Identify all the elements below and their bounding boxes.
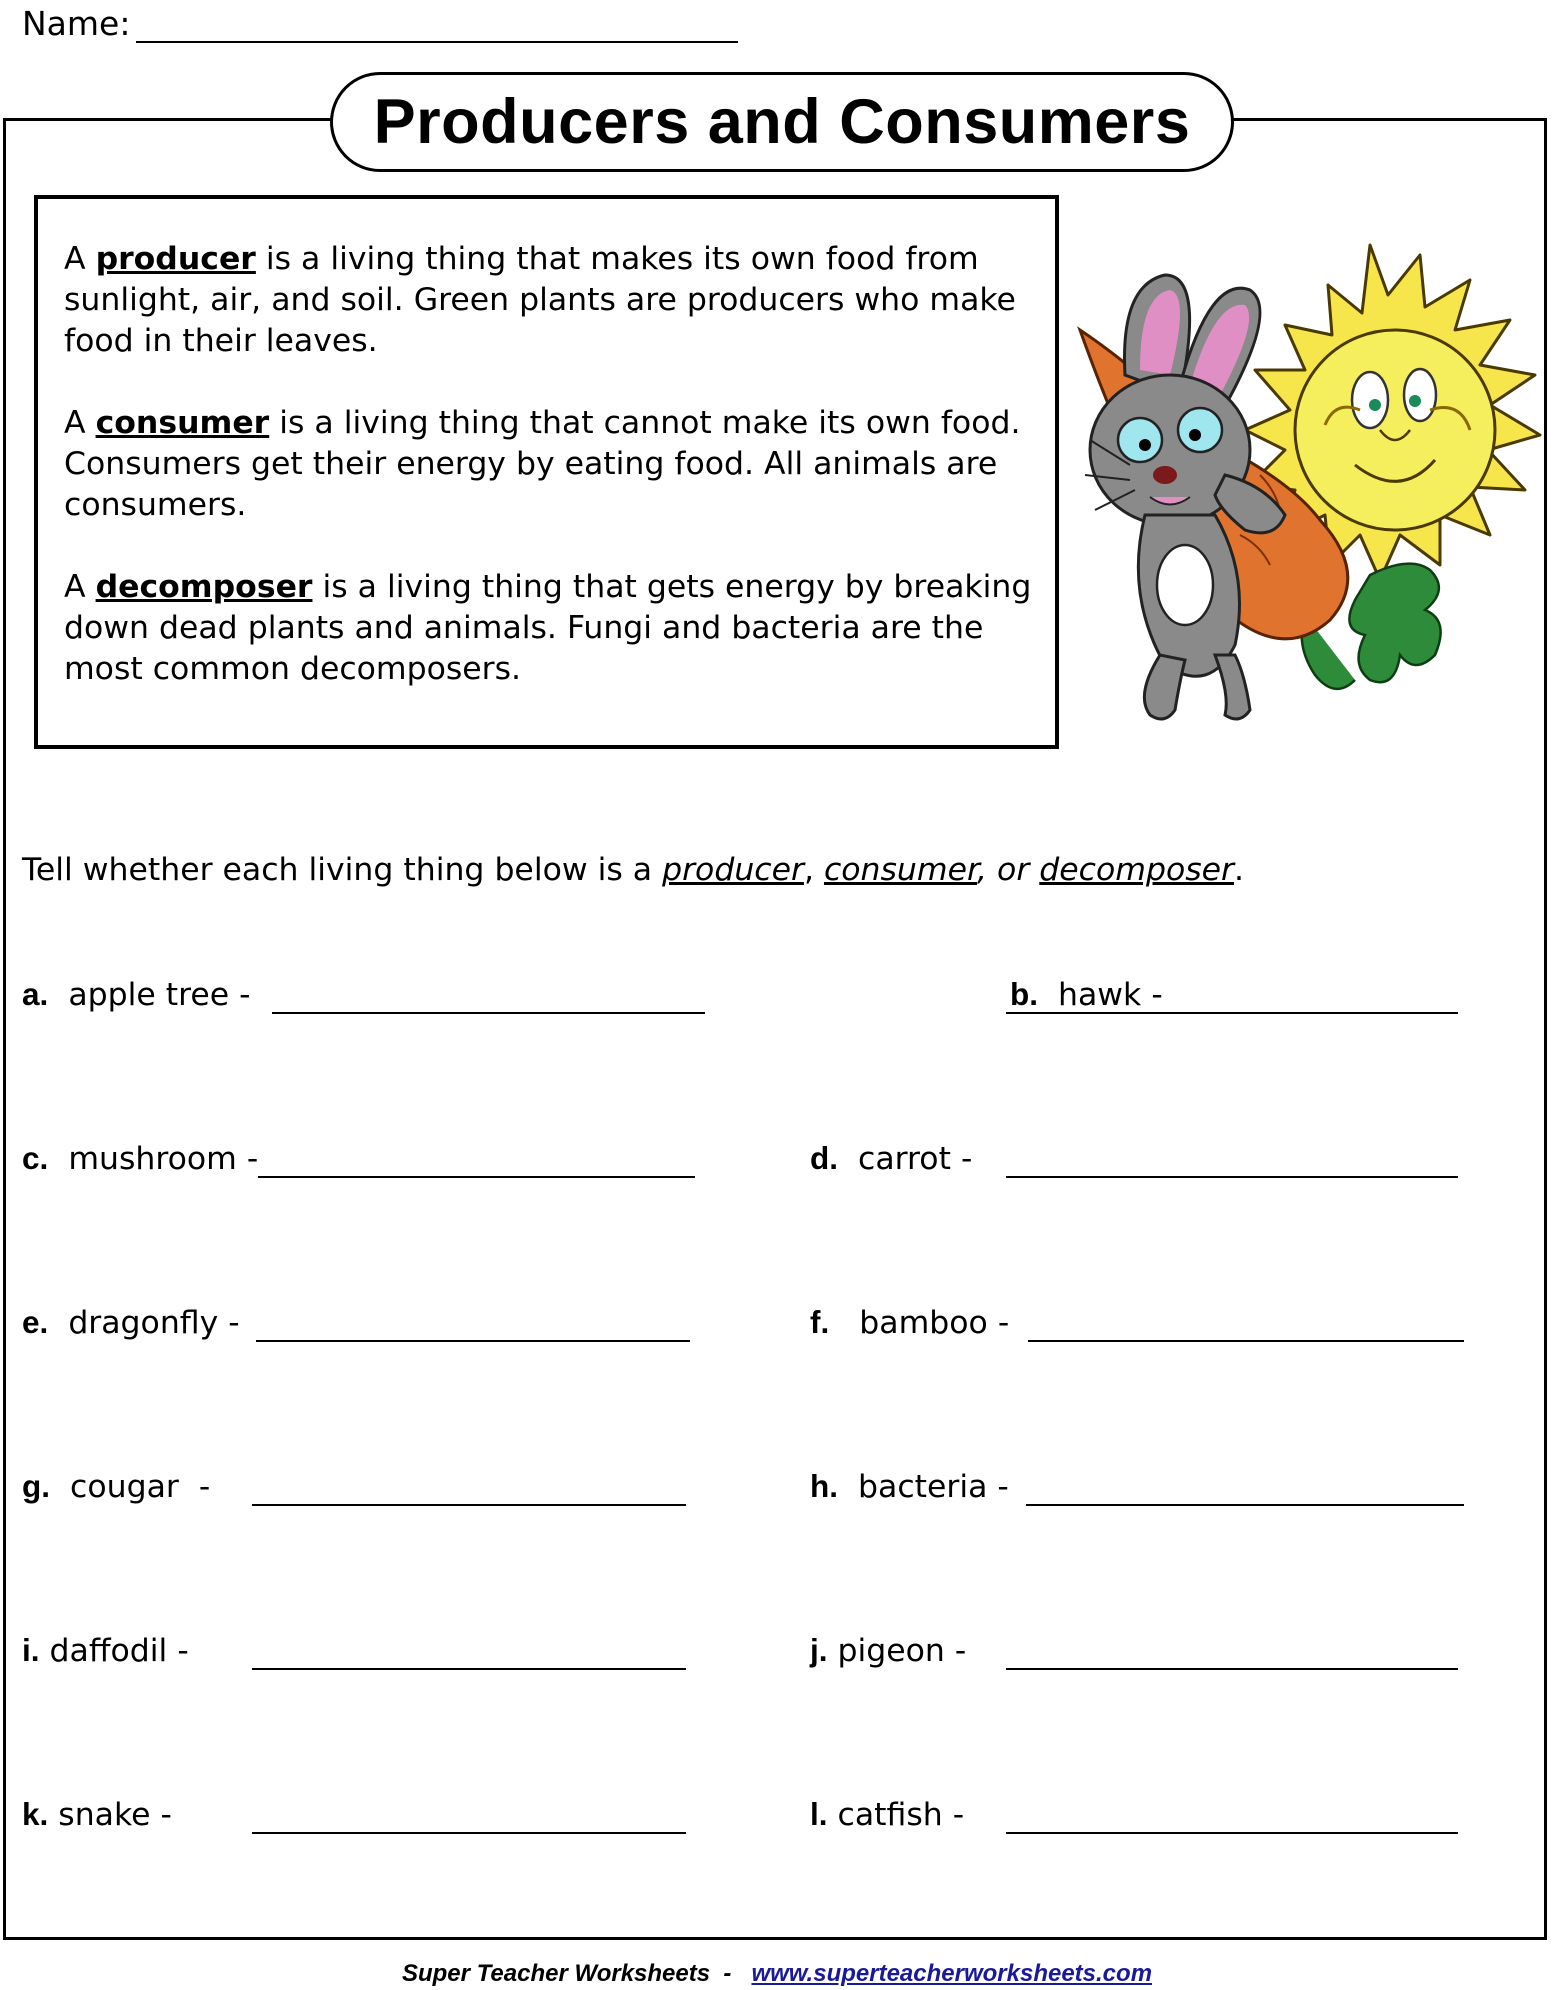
footer xyxy=(0,1960,1554,1988)
article: A xyxy=(64,241,86,277)
definition-decomposer xyxy=(64,567,1035,690)
question-letter: i. xyxy=(22,1632,40,1668)
term-decomposer: decomposer xyxy=(95,569,313,605)
footer-brand: Super Teacher Worksheets xyxy=(401,1960,711,1987)
definition-consumer xyxy=(64,403,1035,526)
definitions-box xyxy=(34,195,1059,749)
title-banner xyxy=(330,72,1234,172)
answer-line-g[interactable] xyxy=(252,1504,686,1506)
instruction-lead: Tell whether each living thing below is a xyxy=(22,852,663,888)
question-label: mushroom - xyxy=(68,1141,259,1177)
answer-line-b[interactable] xyxy=(1006,1012,1458,1014)
instruction-separator: , xyxy=(803,852,824,888)
option-consumer: consumer xyxy=(823,852,978,888)
instructions xyxy=(22,852,1244,888)
question-c xyxy=(22,1140,258,1177)
question-label: dragonfly - xyxy=(68,1305,240,1341)
question-label: hawk - xyxy=(1058,977,1163,1013)
question-d xyxy=(810,1140,972,1177)
option-decomposer: decomposer xyxy=(1039,852,1234,888)
question-letter: a. xyxy=(22,976,49,1012)
answer-line-j[interactable] xyxy=(1006,1668,1458,1670)
instruction-separator: , or xyxy=(977,852,1040,888)
question-label: bacteria - xyxy=(858,1469,1009,1505)
answer-line-l[interactable] xyxy=(1006,1832,1458,1834)
term-consumer: consumer xyxy=(95,405,270,441)
footer-separator: - xyxy=(710,1960,752,1987)
question-label: apple tree - xyxy=(68,977,251,1013)
article: A xyxy=(64,405,86,441)
question-letter: f. xyxy=(810,1304,830,1340)
question-letter: k. xyxy=(22,1796,49,1832)
instruction-end: . xyxy=(1233,852,1244,888)
question-letter: b. xyxy=(1010,976,1038,1012)
question-label: cougar - xyxy=(70,1469,211,1505)
answer-line-c[interactable] xyxy=(258,1176,695,1178)
question-a xyxy=(22,976,251,1013)
name-label: Name: xyxy=(22,4,131,43)
answer-line-e[interactable] xyxy=(256,1340,690,1342)
question-letter: g. xyxy=(22,1468,50,1504)
question-g xyxy=(22,1468,210,1505)
footer-link[interactable]: www.superteacherworksheets.com xyxy=(751,1960,1153,1987)
answer-line-k[interactable] xyxy=(252,1832,686,1834)
question-b xyxy=(1010,976,1163,1013)
article: A xyxy=(64,569,86,605)
name-field[interactable] xyxy=(136,7,738,43)
definition-text: is a living thing that gets energy by breaking down dead plants and animals. Fungi and bacteria are the most common decomposers. xyxy=(64,569,1032,687)
question-l xyxy=(810,1796,964,1833)
question-label: catfish - xyxy=(837,1797,965,1833)
question-label: daffodil - xyxy=(49,1633,189,1669)
question-e xyxy=(22,1304,240,1341)
rabbit-icon xyxy=(1085,275,1285,719)
term-producer: producer xyxy=(95,241,256,277)
rabbit-carrot-sun-illustration xyxy=(1070,235,1545,755)
question-label: snake - xyxy=(58,1797,172,1833)
question-label: bamboo - xyxy=(859,1305,1010,1341)
definition-text: is a living thing that makes its own food from sunlight, air, and soil. Green plants are producers who make food in their leaves. xyxy=(64,241,1016,359)
answer-line-a[interactable] xyxy=(272,1012,705,1014)
question-letter: h. xyxy=(810,1468,838,1504)
question-letter: d. xyxy=(810,1140,838,1176)
answer-line-i[interactable] xyxy=(252,1668,686,1670)
name-row xyxy=(22,4,738,43)
answer-line-f[interactable] xyxy=(1028,1340,1464,1342)
question-letter: e. xyxy=(22,1304,49,1340)
definition-producer xyxy=(64,239,1035,362)
definition-text: is a living thing that cannot make its own food. Consumers get their energy by eating food. All animals are consumers. xyxy=(64,405,1021,523)
question-j xyxy=(810,1632,966,1669)
question-label: pigeon - xyxy=(837,1633,967,1669)
question-label: carrot - xyxy=(858,1141,973,1177)
question-k xyxy=(22,1796,172,1833)
option-producer: producer xyxy=(662,852,804,888)
question-letter: c. xyxy=(22,1140,49,1176)
question-f xyxy=(810,1304,1009,1341)
page-title: Producers and Consumers xyxy=(373,87,1191,157)
answer-line-d[interactable] xyxy=(1006,1176,1458,1178)
answer-line-h[interactable] xyxy=(1026,1504,1464,1506)
question-i xyxy=(22,1632,189,1669)
question-h xyxy=(810,1468,1009,1505)
question-letter: l. xyxy=(810,1796,828,1832)
question-letter: j. xyxy=(810,1632,828,1668)
